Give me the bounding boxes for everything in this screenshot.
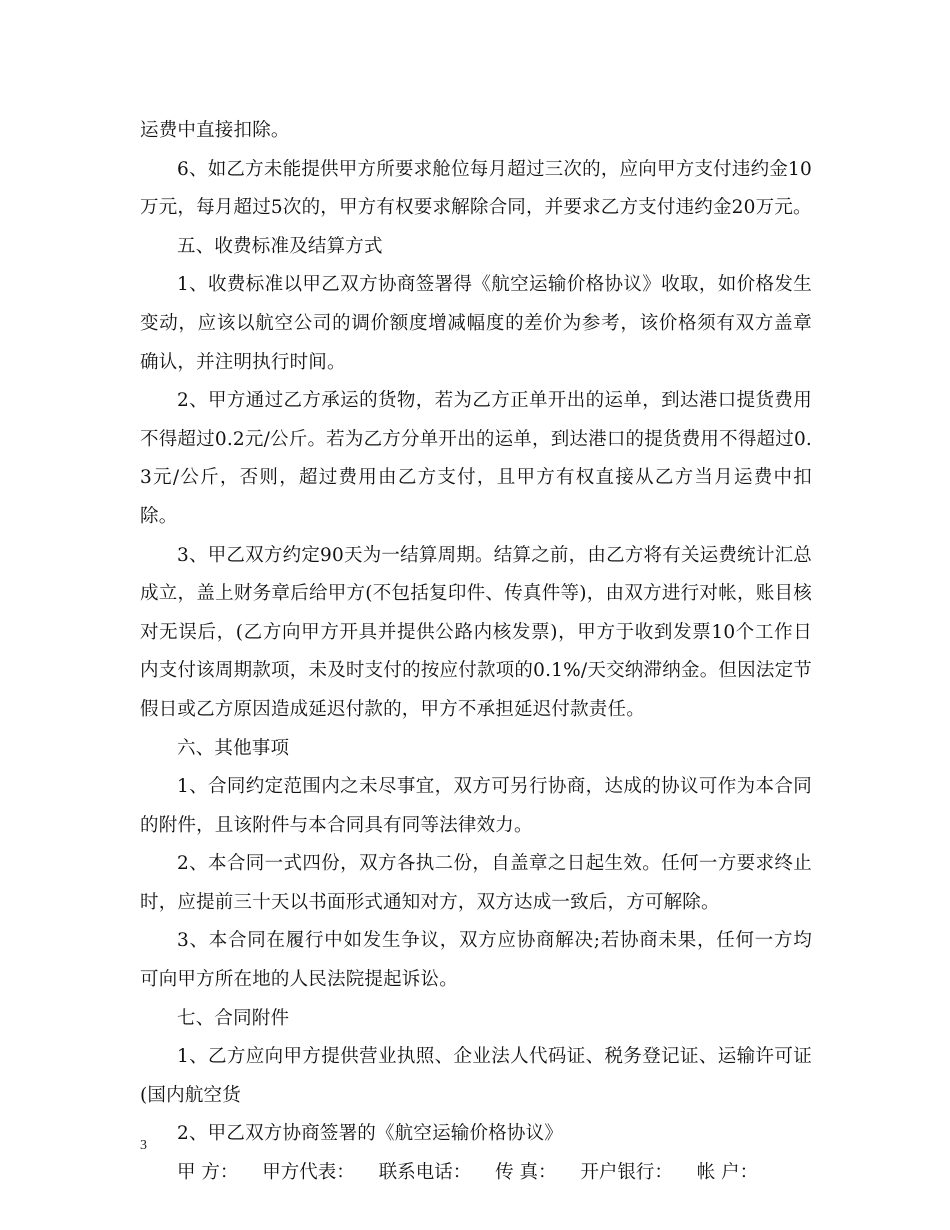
section-heading-6: 六、其他事项 [177, 737, 290, 759]
paragraph-other-matters-1: 1、合同约定范围内之未尽事宜，双方可另行协商，达成的协议可作为本合同的附件，且该附件与本合同具有同等法律效力。 [140, 776, 812, 836]
page-number: 3 [140, 1138, 147, 1153]
section-heading-7: 七、合同附件 [177, 1007, 290, 1029]
signature-field-account: 帐 户： [696, 1162, 759, 1184]
signature-field-bank: 开户银行： [580, 1162, 673, 1184]
signature-field-party-a: 甲 方： [177, 1162, 239, 1184]
document-body [140, 112, 812, 1193]
paragraph-clause-6: 6、如乙方未能提供甲方所要求舱位每月超过三次的，应向甲方支付违约金10万元，每月超过5次的，甲方有权要求解除合同，并要求乙方支付违约金20万元。 [140, 158, 812, 219]
signature-field-fax: 传 真： [495, 1162, 557, 1184]
signature-fields [140, 1154, 812, 1193]
signature-field-representative: 甲方代表： [262, 1162, 355, 1184]
paragraph-other-matters-3: 3、本合同在履行中如发生争议，双方应协商解决;若协商未果，任何一方均可向甲方所在地的人民法院提起诉讼。 [140, 930, 812, 991]
paragraph-attachment-1: 1、乙方应向甲方提供营业执照、企业法人代码证、税务登记证、运输许可证(国内航空货 [140, 1046, 812, 1106]
section-heading-5: 五、收费标准及结算方式 [177, 235, 383, 257]
paragraph-fee-standard: 1、收费标准以甲乙双方协商签署得《航空运输价格协议》收取，如价格发生变动，应该以航空公司的调价额度增减幅度的差价为参考，该价格须有双方盖章确认，并注明执行时间。 [140, 274, 812, 373]
paragraph-settlement: 3、甲乙双方约定90天为一结算周期。结算之前，由乙方将有关运费统计汇总成立，盖上财务章后给甲方(不包括复印件、传真件等)，由双方进行对帐，账目核对无误后，(乙方向甲方开具并提供公路内核发票)，甲方于收到发票10个工作日内支付该周期款项，未及时支付的按应付款项的0.1%/天交纳滞纳金。但因法定节假日或乙方原因造成延迟付款的，甲方不承担延迟付款责任。 [140, 544, 812, 720]
signature-field-phone: 联系电话： [378, 1162, 472, 1184]
paragraph-pickup-fee: 2、甲方通过乙方承运的货物，若为乙方正单开出的运单，到达港口提货费用不得超过0.2元/公斤。若为乙方分单开出的运单，到达港口的提货费用不得超过0.3元/公斤，否则，超过费用由乙方支付，且甲方有权直接从乙方当月运费中扣除。 [140, 390, 812, 527]
paragraph-attachment-2: 2、甲乙双方协商签署的《航空运输价格协议》 [177, 1123, 563, 1145]
paragraph-continuation: 运费中直接扣除。 [140, 120, 290, 141]
paragraph-other-matters-2: 2、本合同一式四份，双方各执二份，自盖章之日起生效。任何一方要求终止时，应提前三十天以书面形式通知对方，双方达成一致后，方可解除。 [140, 853, 812, 913]
